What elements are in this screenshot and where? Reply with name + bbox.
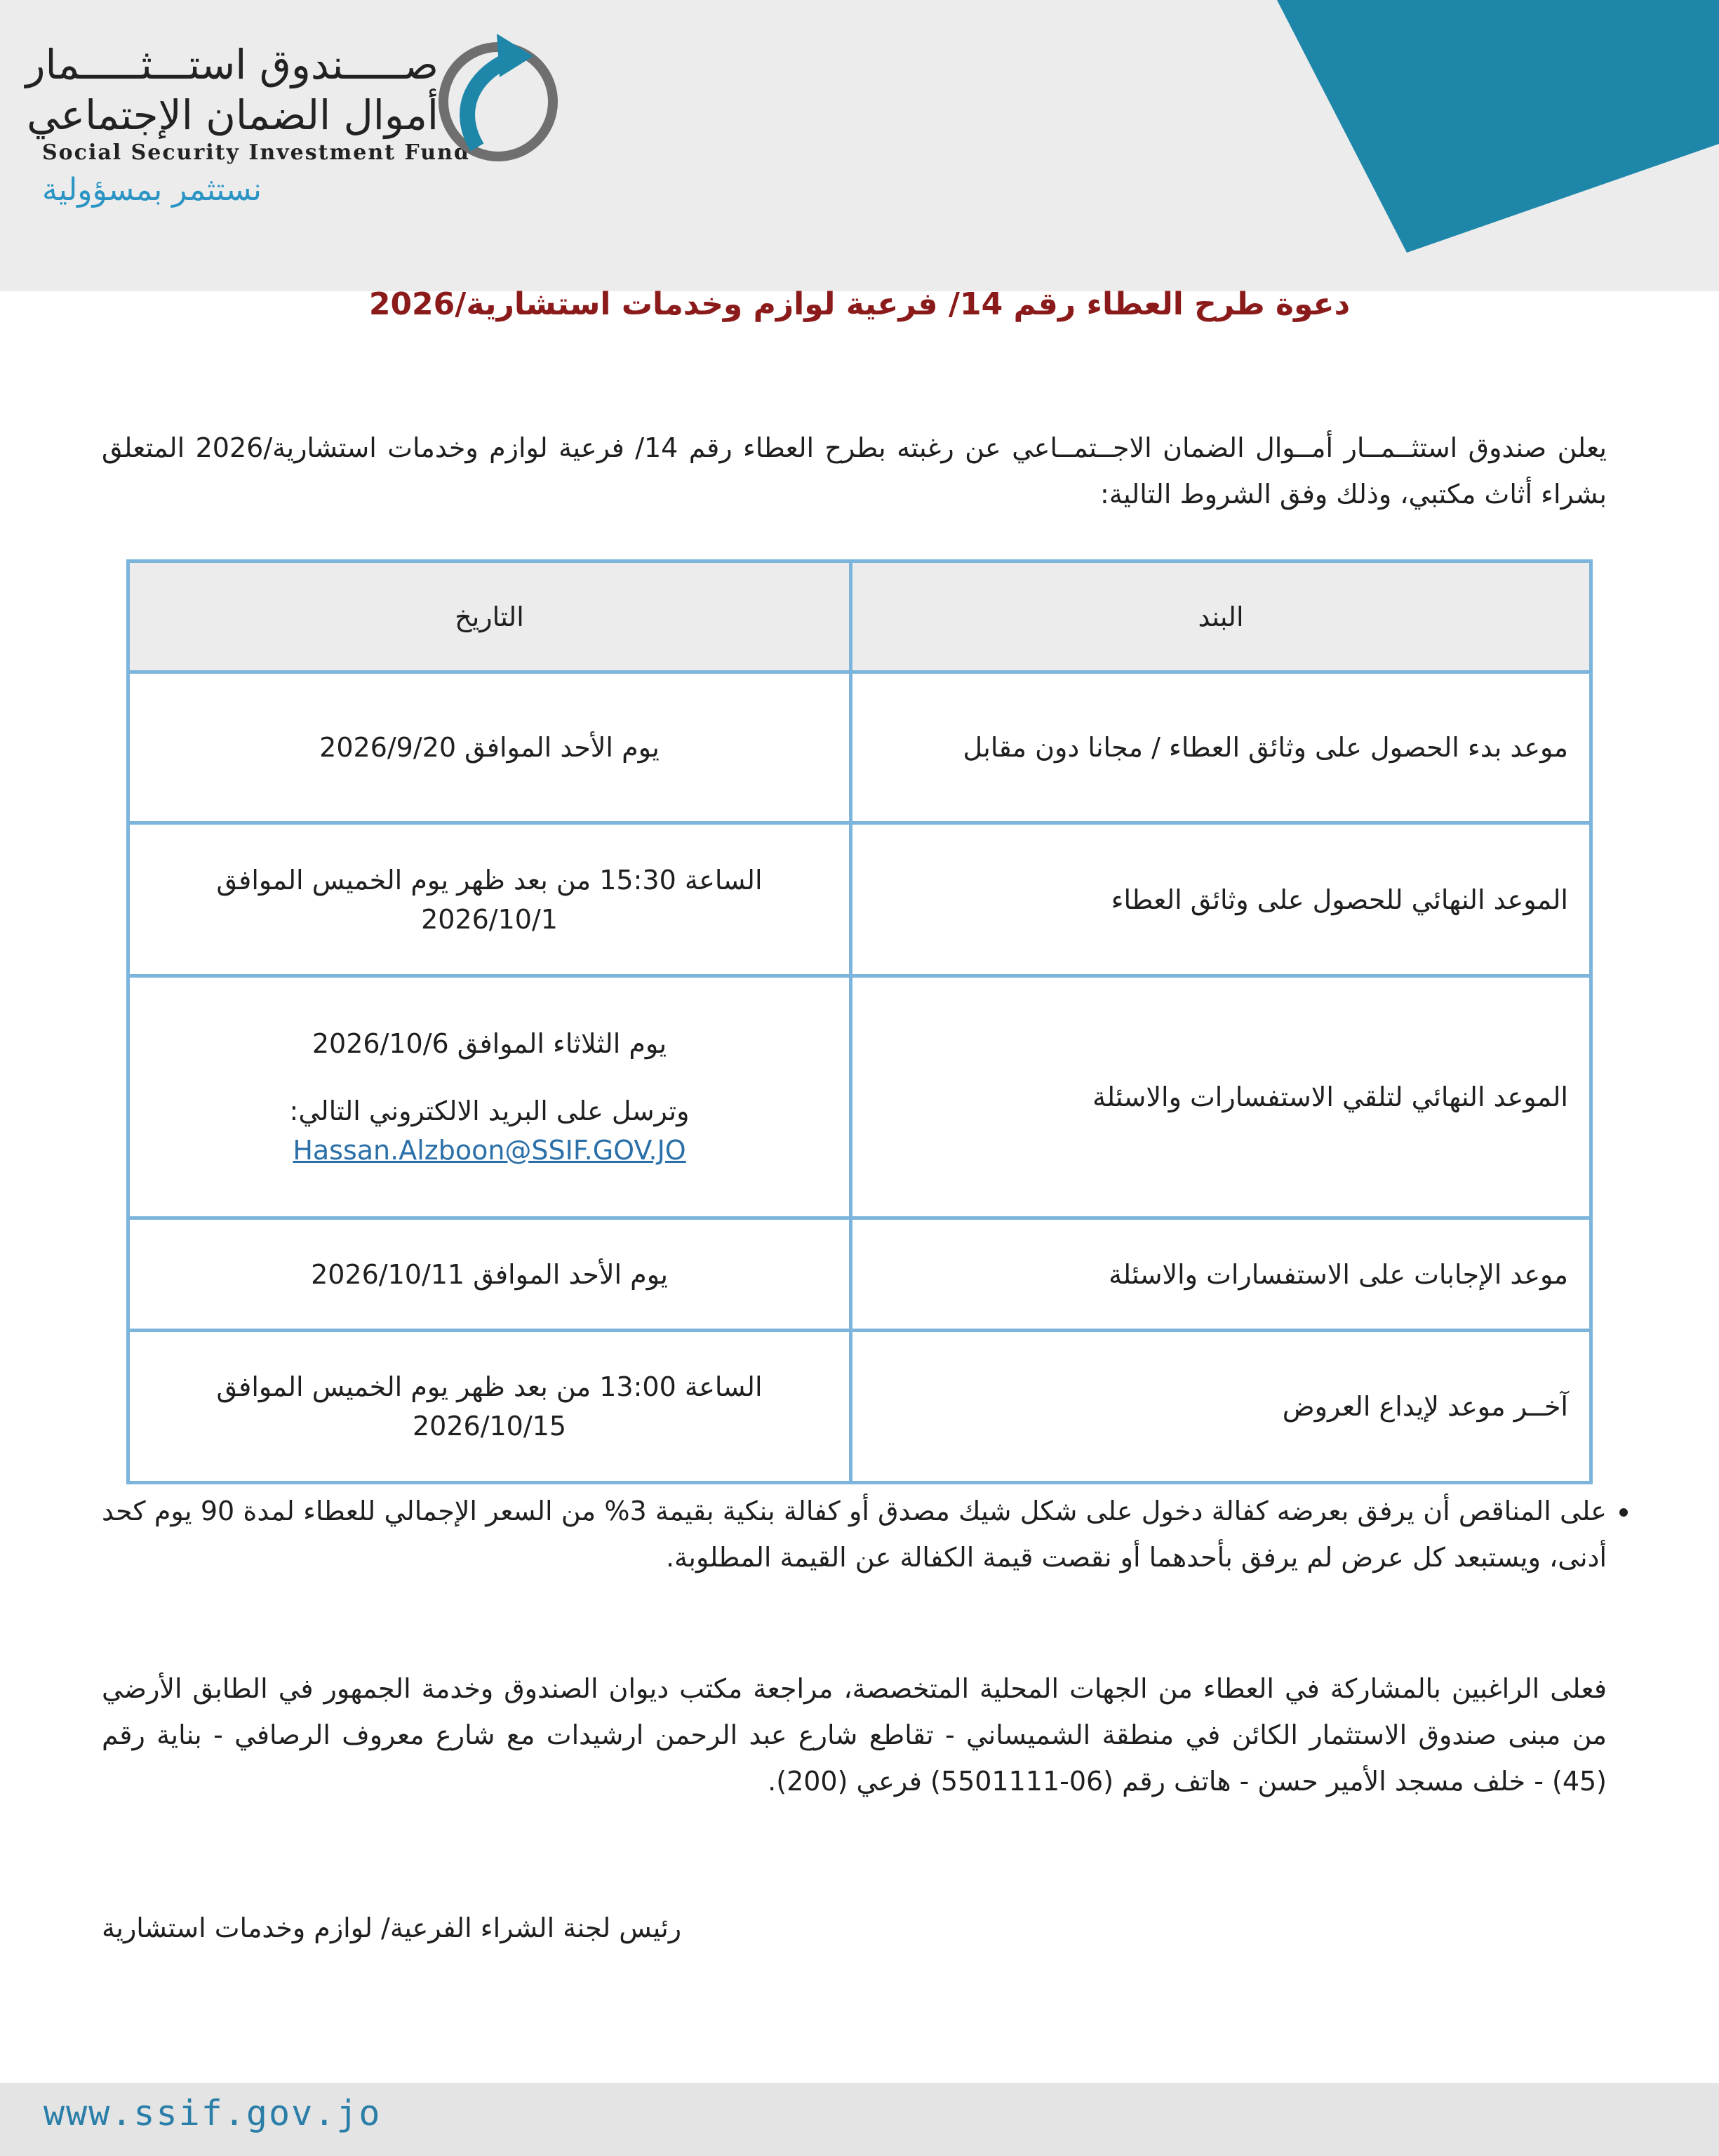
row-date-cell xyxy=(128,976,851,1218)
arrow-ring-emblem-icon xyxy=(428,28,568,168)
tender-schedule-table xyxy=(126,559,1593,1484)
fund-logo xyxy=(25,28,572,218)
table-row xyxy=(128,1218,1591,1331)
email-instruction: وترسل على البريد الالكتروني التالي: xyxy=(289,1096,690,1126)
row-date: يوم الثلاثاء الموافق 2026/10/6 xyxy=(312,1028,667,1059)
table-row xyxy=(128,1331,1591,1483)
conditions-list xyxy=(102,1488,1645,1581)
signature-text: رئيس لجنة الشراء الفرعية/ لوازم وخدمات استشارية xyxy=(102,1912,682,1943)
logo-slogan: نستثمر بمسؤولية xyxy=(42,172,262,208)
footer-website-link[interactable]: www.ssif.gov.jo xyxy=(44,2093,382,2134)
column-header-item: البند xyxy=(851,561,1591,672)
row-date: يوم الأحد الموافق 2026/9/20 xyxy=(128,672,851,823)
table-row xyxy=(128,672,1591,823)
row-item: الموعد النهائي لتلقي الاستفسارات والاسئلة xyxy=(851,976,1591,1218)
logo-arabic-line1: صـــــندوق استـــثـــــمار xyxy=(25,41,439,88)
closing-paragraph: فعلى الراغبين بالمشاركة في العطاء من الجهات المحلية المتخصصة، مراجعة مكتب ديوان الصندوق وخدمة الجمهور في الطابق الأرضي من مبنى صندوق الاستثمار الكائن في منطقة الشميساني - تقاطع شارع عبد الرحمن ارشيدات مع شارع معروف الرصافي - بناية رقم (45) - خلف مسجد الأمير حسن - هاتف رقم (06-5501111) فرعي (200). xyxy=(102,1673,1607,1797)
email-link[interactable]: Hassan.Alzboon@SSIF.GOV.JO xyxy=(293,1135,686,1166)
row-item: موعد الإجابات على الاستفسارات والاسئلة xyxy=(851,1218,1591,1331)
row-date: الساعة 15:30 من بعد ظهر يوم الخميس الموافق 2026/10/1 xyxy=(128,823,851,976)
row-item: آخــر موعد لإيداع العروض xyxy=(851,1331,1591,1483)
row-date: الساعة 13:00 من بعد ظهر يوم الخميس الموافق 2026/10/15 xyxy=(128,1331,851,1483)
table-row xyxy=(128,976,1591,1218)
signature-line xyxy=(102,1912,1607,1943)
bid-bond-condition: • على المناقص أن يرفق بعرضه كفالة دخول على شكل شيك مصدق أو كفالة بنكية بقيمة 3% من السعر الإجمالي للعطاء لمدة 90 يوم كحد أدنى، ويستبعد كل عرض لم يرفق بأحدهما أو نقصت قيمة الكفالة عن القيمة المطلوبة. xyxy=(102,1488,1607,1581)
intro-paragraph: يعلن صندوق استثــمــار أمــوال الضمان الاجــتمــاعي عن رغبته بطرح العطاء رقم 14/ فرعية لوازم وخدمات استشارية/2026 المتعلق بشراء أثاث مكتبي، وذلك وفق الشروط التالية: xyxy=(102,432,1607,510)
document-title: دعوة طرح العطاء رقم 14/ فرعية لوازم وخدمات استشارية/2026 xyxy=(368,286,1351,322)
table-header-row xyxy=(128,561,1591,672)
teal-corner-shape xyxy=(1277,0,1719,253)
table-row xyxy=(128,823,1591,976)
row-date: يوم الأحد الموافق 2026/10/11 xyxy=(128,1218,851,1331)
logo-arabic-line2: أموال الضمان الإجتماعي xyxy=(27,91,439,139)
logo-english-name: Social Security Investment Fund xyxy=(42,140,470,165)
row-item: موعد بدء الحصول على وثائق العطاء / مجانا دون مقابل xyxy=(851,672,1591,823)
row-item: الموعد النهائي للحصول على وثائق العطاء xyxy=(851,823,1591,976)
column-header-date: التاريخ xyxy=(128,561,851,672)
